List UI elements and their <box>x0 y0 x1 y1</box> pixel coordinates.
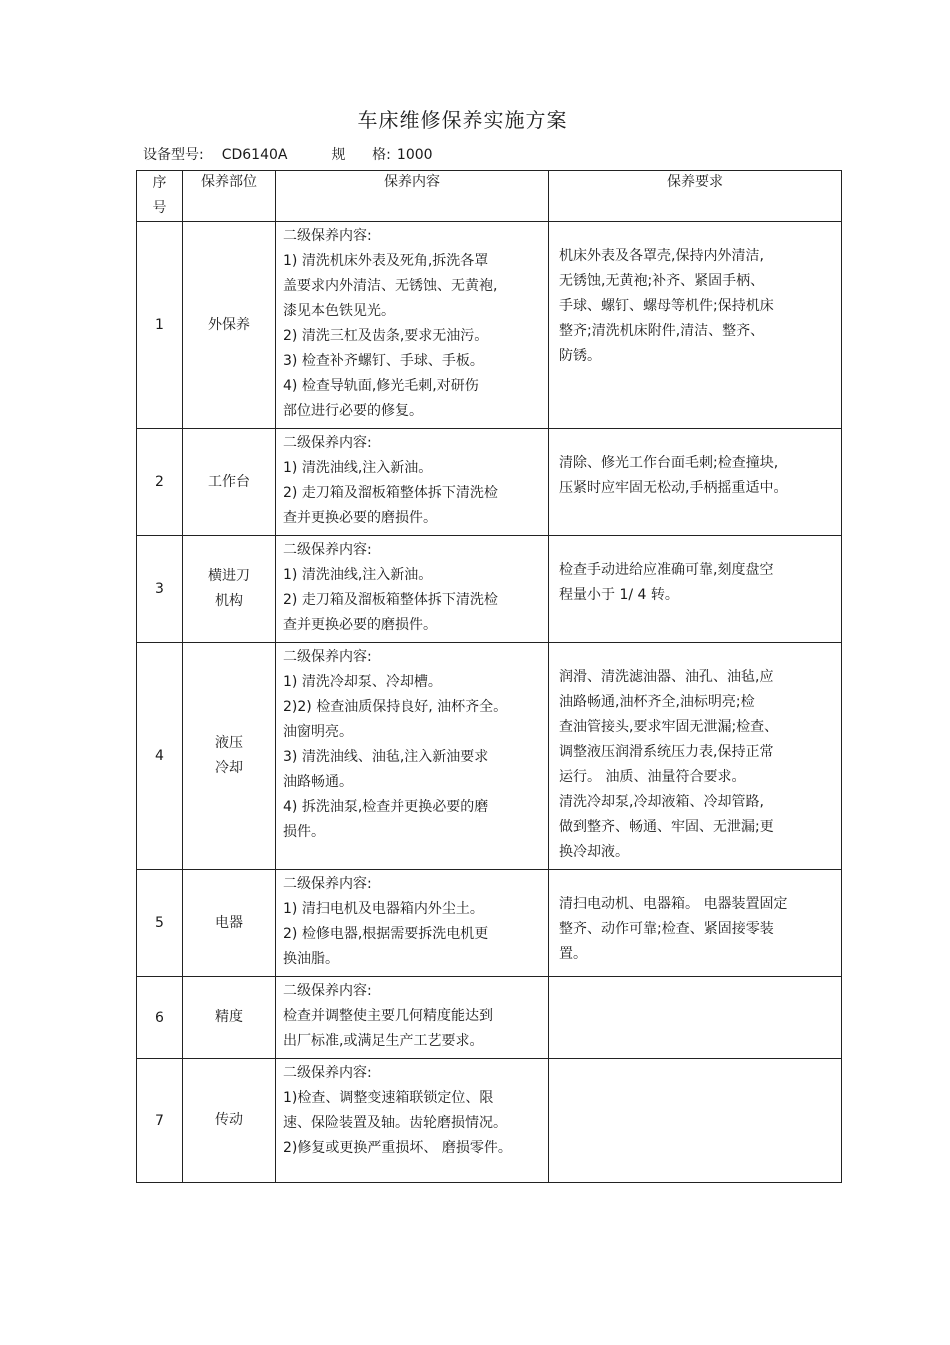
content-line: 漆见本色铁见光。 <box>283 303 395 319</box>
row-number: 2 <box>137 429 183 536</box>
table-row <box>137 222 842 429</box>
content-line: 4) 检查导轨面,修光毛刺,对研伤 <box>283 378 479 394</box>
content-line: 2) 走刀箱及溜板箱整体拆下清洗检 <box>283 592 498 608</box>
row-part <box>183 429 276 536</box>
content-line: 查并更换必要的磨损件。 <box>283 510 437 526</box>
header-requirement: 保养要求 <box>549 171 842 222</box>
row-requirement <box>549 643 842 870</box>
row-part <box>183 870 276 977</box>
table-row <box>137 643 842 870</box>
row-part <box>183 643 276 870</box>
row-requirement <box>549 977 842 1059</box>
requirement-line: 整齐;清洗机床附件,清洁、整齐、 <box>559 323 765 339</box>
content-line: 1) 清洗机床外表及死角,拆洗各罩 <box>283 253 489 269</box>
row-content <box>276 1059 549 1183</box>
row-content <box>276 536 549 643</box>
requirement-line: 检查手动进给应准确可靠,刻度盘空 <box>559 562 774 578</box>
content-line: 二级保养内容: <box>283 228 372 244</box>
requirement-line: 运行。 油质、油量符合要求。 <box>559 769 746 785</box>
requirement-line: 机床外表及各罩壳,保持内外清洁, <box>559 248 764 264</box>
content-line: 二级保养内容: <box>283 435 372 451</box>
model-label: 设备型号: <box>143 147 204 163</box>
part-line: 横进刀 <box>208 568 250 584</box>
header-part: 保养部位 <box>183 171 276 222</box>
row-part <box>183 222 276 429</box>
content-line: 油路畅通。 <box>283 774 353 790</box>
row-requirement <box>549 1059 842 1183</box>
content-line: 4) 拆洗油泵,检查并更换必要的磨 <box>283 799 489 815</box>
content-line: 2) 检修电器,根据需要拆洗电机更 <box>283 926 489 942</box>
row-content <box>276 222 549 429</box>
header-content: 保养内容 <box>276 171 549 222</box>
requirement-line: 查油管接头,要求牢固无泄漏;检查、 <box>559 719 779 735</box>
content-line: 1) 清洗冷却泵、冷却槽。 <box>283 674 442 690</box>
row-content <box>276 870 549 977</box>
content-line: 1) 清洗油线,注入新油。 <box>283 567 433 583</box>
table-row <box>137 1059 842 1183</box>
row-number: 7 <box>137 1059 183 1183</box>
content-line: 查并更换必要的磨损件。 <box>283 617 437 633</box>
row-requirement <box>549 429 842 536</box>
row-number: 3 <box>137 536 183 643</box>
part-line: 外保养 <box>208 316 250 333</box>
content-line: 出厂标准,或满足生产工艺要求。 <box>283 1033 484 1049</box>
maintenance-table <box>136 170 842 1183</box>
content-line: 2) 清洗三杠及齿条,要求无油污。 <box>283 328 489 344</box>
row-content <box>276 429 549 536</box>
requirement-line: 调整液压润滑系统压力表,保持正常 <box>559 744 774 760</box>
model-value: CD6140A <box>221 147 288 163</box>
requirement-line: 换冷却液。 <box>559 844 629 860</box>
table-row <box>137 429 842 536</box>
content-line: 速、保险装置及轴。齿轮磨损情况。 <box>283 1115 507 1131</box>
spec-label: 规 格: <box>331 147 391 163</box>
content-line: 部位进行必要的修复。 <box>283 403 423 419</box>
part-line: 冷却 <box>215 760 243 776</box>
requirement-line: 置。 <box>559 946 587 962</box>
content-line: 2)2) 检查油质保持良好, 油杯齐全。 <box>283 699 508 715</box>
table-row <box>137 870 842 977</box>
row-requirement <box>549 222 842 429</box>
requirement-line: 压紧时应牢固无松动,手柄摇重适中。 <box>559 480 788 496</box>
content-line: 二级保养内容: <box>283 649 372 665</box>
content-line: 1) 清洗油线,注入新油。 <box>283 460 433 476</box>
content-line: 3) 清洗油线、油毡,注入新油要求 <box>283 749 489 765</box>
requirement-line: 做到整齐、畅通、牢固、无泄漏;更 <box>559 819 774 835</box>
part-line: 传动 <box>215 1112 243 1128</box>
content-line: 二级保养内容: <box>283 983 372 999</box>
table-row <box>137 536 842 643</box>
requirement-line: 防锈。 <box>559 348 601 364</box>
row-content <box>276 643 549 870</box>
part-line: 电器 <box>215 914 243 931</box>
part-line: 精度 <box>215 1009 243 1025</box>
content-line: 二级保养内容: <box>283 876 372 892</box>
content-line: 盖要求内外清洁、无锈蚀、无黄袍, <box>283 278 498 294</box>
requirement-line: 手球、螺钉、螺母等机件;保持机床 <box>559 298 774 314</box>
row-content <box>276 977 549 1059</box>
row-part <box>183 1059 276 1183</box>
content-line: 检查并调整使主要几何精度能达到 <box>283 1008 493 1024</box>
row-requirement <box>549 870 842 977</box>
row-requirement <box>549 536 842 643</box>
part-line: 机构 <box>215 593 243 609</box>
table-row <box>137 977 842 1059</box>
row-number: 4 <box>137 643 183 870</box>
table-header-row <box>137 171 842 222</box>
requirement-line: 无锈蚀,无黄袍;补齐、紧固手柄、 <box>559 273 765 289</box>
requirement-line: 清除、修光工作台面毛刺;检查撞块, <box>559 455 779 471</box>
row-part <box>183 536 276 643</box>
requirement-line: 润滑、清洗滤油器、油孔、油毡,应 <box>559 669 774 685</box>
content-line: 1)检查、调整变速箱联锁定位、限 <box>283 1090 494 1106</box>
content-line: 换油脂。 <box>283 951 339 967</box>
requirement-line: 清扫电动机、电器箱。 电器装置固定 <box>559 896 788 912</box>
content-line: 2) 走刀箱及溜板箱整体拆下清洗检 <box>283 485 498 501</box>
row-number: 1 <box>137 222 183 429</box>
document-title: 车床维修保养实施方案 <box>357 108 568 132</box>
requirement-line: 整齐、动作可靠;检查、紧固接零装 <box>559 921 774 937</box>
spec-value: 1000 <box>396 147 433 163</box>
content-line: 二级保养内容: <box>283 542 372 558</box>
equipment-meta <box>143 144 433 164</box>
content-line: 2)修复或更换严重损坏、 磨损零件。 <box>283 1140 512 1156</box>
requirement-line: 程量小于 1/ 4 转。 <box>559 587 679 603</box>
row-part <box>183 977 276 1059</box>
content-line: 1) 清扫电机及电器箱内外尘土。 <box>283 901 484 917</box>
row-number: 5 <box>137 870 183 977</box>
header-seq: 序 号 <box>137 171 183 222</box>
content-line: 损件。 <box>283 824 325 840</box>
part-line: 工作台 <box>208 473 250 490</box>
requirement-line: 油路畅通,油杯齐全,油标明亮;检 <box>559 694 755 710</box>
part-line: 液压 <box>215 735 243 751</box>
row-number: 6 <box>137 977 183 1059</box>
content-line: 二级保养内容: <box>283 1065 372 1081</box>
content-line: 3) 检查补齐螺钉、手球、手板。 <box>283 353 484 369</box>
content-line: 油窗明亮。 <box>283 724 353 740</box>
requirement-line: 清洗冷却泵,冷却液箱、冷却管路, <box>559 794 764 810</box>
